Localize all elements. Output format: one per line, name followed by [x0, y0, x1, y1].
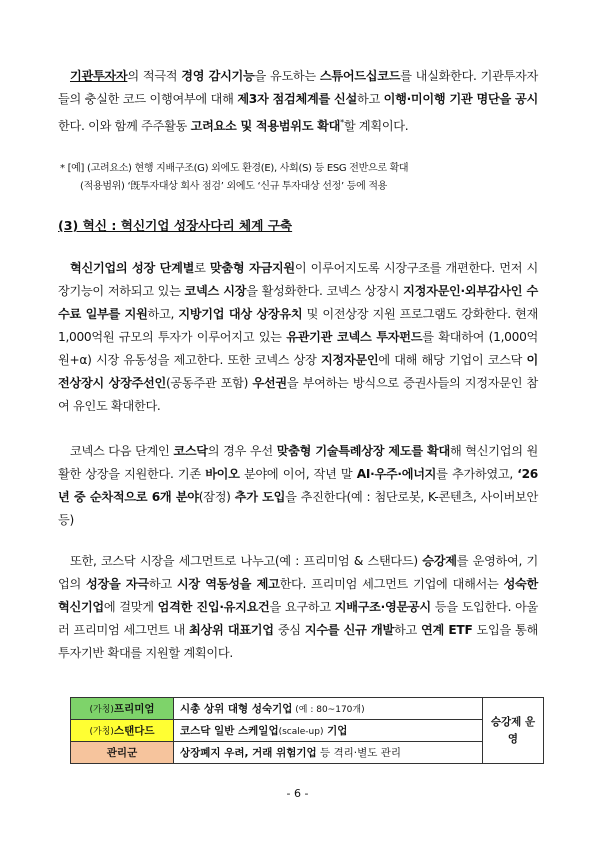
footnote-line-1: * [예] (고려요소) 현행 지배구조(G) 외에도 환경(E), 사회(S) 등 ESG 전반으로 확대 [60, 163, 409, 174]
page-number: - 6 - [286, 787, 309, 800]
paragraph-segment: 또한, 코스닥 시장을 세그먼트로 나누고(예 : 프리미엄 & 스탠다드) 승강제를 운영하여, 기업의 성장을 자극하고 시장 역동성을 제고한다. 프리미엄 세그먼트 기업에 대해서는 성숙한 혁신기업에 걸맞게 엄격한 진입·유지요건을 요구하고 지배구조·영문공시 등을 도입한다. 아울러 프리미엄 세그먼트 내 최상위 대표기업 중심 지수를 신규 개발하고 연계 ETF 도입을 통해 투자기반 확대를 지원할 계획이다. [58, 554, 539, 660]
paragraph-kosdaq: 코넥스 다음 단계인 코스닥의 경우 우선 맞춤형 기술특례상장 제도를 확대해 혁신기업의 원활한 상장을 지원한다. 기존 바이오 분야에 이어, 작년 말 AI·우주·에너지를 추가하였고, ‘26년 중 순차적으로 6개 분야(잠정) 추가 도입을 추진한다(예 : 첨단로봇, K-콘텐츠, 사이버보안 등) [58, 444, 538, 527]
section-title: (3) 혁신 : 혁신기업 성장사다리 체계 구축 [58, 218, 293, 233]
table-row [71, 698, 544, 720]
segment-desc-premium: 시총 상위 대형 성숙기업 (예 : 80~170개) [174, 698, 483, 720]
footnote-example [60, 160, 540, 196]
segment-side-label: 승강제 운영 [483, 698, 544, 764]
segment-desc-managed: 상장폐지 우려, 거래 위험기업 등 격리·별도 관리 [174, 742, 483, 764]
segment-label-managed: 관리군 [71, 742, 174, 764]
table-row [71, 720, 544, 742]
segment-label-premium: (가칭)프리미엄 [71, 698, 174, 720]
paragraph-konex: 혁신기업의 성장 단계별로 맞춤형 자금지원이 이루어지도록 시장구조를 개편한다. 먼저 시장기능이 저하되고 있는 코넥스 시장을 활성화한다. 코넥스 상장시 지정자문인·외부감사인 수수료 일부를 지원하고, 지방기업 대상 상장유치 및 이전상장 지원 프로그램도 강화한다. 현재 1,000억원 규모의 투자가 이루어지고 있는 유관기관 코넥스 투자펀드를 확대하여 (1,000억원+α) 시장 유동성을 제고한다. 또한 코넥스 상장 지정자문인에 대해 해당 기업이 코스닥 이전상장시 상장주선인(공동주관 포함) 우선권을 부여하는 방식으로 증권사들의 지정자문인 참여 유인도 확대한다. [58, 261, 539, 413]
segment-label-standard: (가칭)스탠다드 [71, 720, 174, 742]
table-row [71, 742, 544, 764]
footnote-line-2: (적용범위) ‘旣투자대상 회사 점검’ 외에도 ‘신규 투자대상 선정’ 등에 적용 [80, 181, 388, 192]
paragraph-stewardship: 기관투자자의 적극적 경영 감시기능을 유도하는 스튜어드십코드를 내실화한다. 기관투자자들의 충실한 코드 이행여부에 대해 제3자 점검체계를 신설하고 이행·미이행 기관 명단을 공시한다. 이와 함께 주주활동 고려요소 및 적용범위도 확대*할 계획이다. [58, 69, 538, 134]
segment-desc-standard: 코스닥 일반 스케일업(scale-up) 기업 [174, 720, 483, 742]
segment-table [70, 697, 544, 764]
